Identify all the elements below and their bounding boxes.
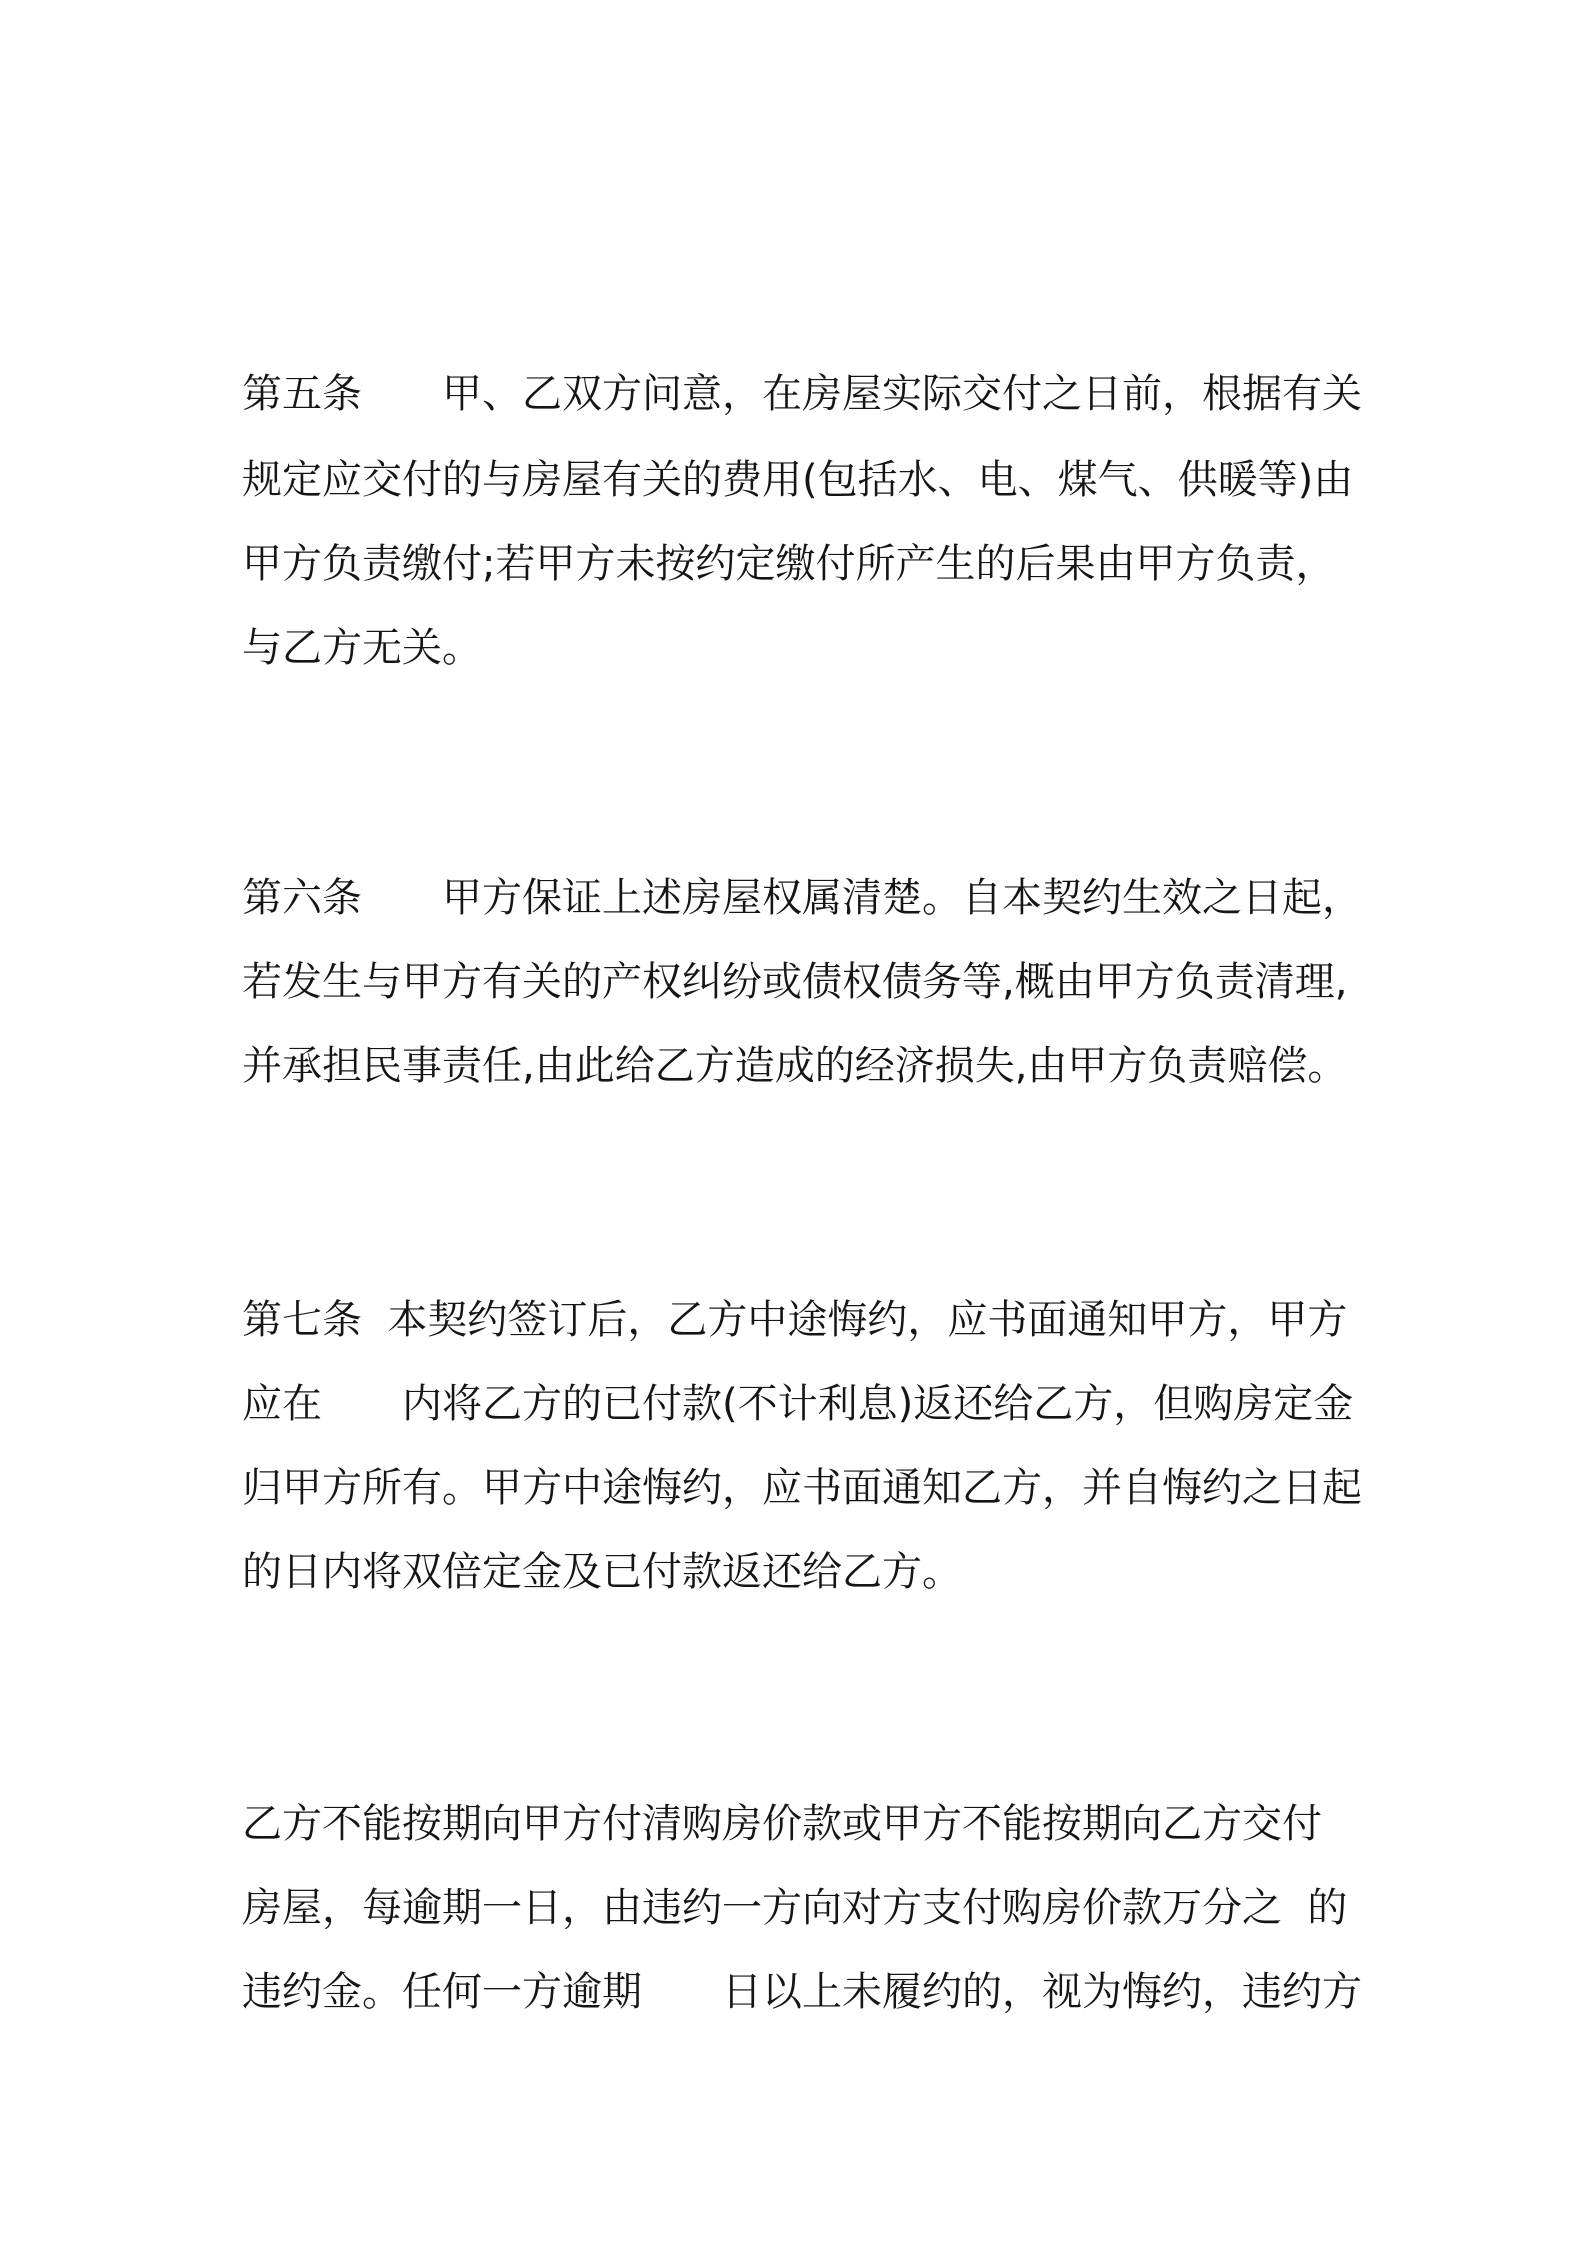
article-8-line-3: 违约金。任何一方逾期 日以上未履约的，视为悔约，违约方 bbox=[242, 1969, 1362, 2015]
article-8-line-2: 房屋，每逾期一日，由违约一方向对方支付购房价款万分之 的 bbox=[242, 1885, 1348, 1931]
article-5-line-4: 与乙方无关。 bbox=[242, 625, 482, 671]
article-6-line-3: 并承担民事责任,由此给乙方造成的经济损失,由甲方负责赔偿。 bbox=[242, 1043, 1348, 1089]
article-7-line-1: 第七条 本契约签订后，乙方中途悔约，应书面通知甲方，甲方 bbox=[242, 1297, 1348, 1343]
article-8-line-1: 乙方不能按期向甲方付清购房价款或甲方不能按期向乙方交付 bbox=[242, 1801, 1322, 1847]
article-5-line-3: 甲方负责缴付;若甲方未按约定缴付所产生的后果由甲方负责， bbox=[242, 541, 1336, 587]
article-7-line-3: 归甲方所有。甲方中途悔约，应书面通知乙方，并自悔约之日起 bbox=[242, 1465, 1362, 1511]
article-7-line-4: 的日内将双倍定金及已付款返还给乙方。 bbox=[242, 1549, 962, 1595]
article-5-line-1: 第五条 甲、乙双方问意，在房屋实际交付之日前，根据有关 bbox=[242, 371, 1362, 417]
article-6-line-1: 第六条 甲方保证上述房屋权属清楚。自本契约生效之日起， bbox=[242, 875, 1362, 921]
article-7-line-2: 应在 内将乙方的已付款(不计利息)返还给乙方，但购房定金 bbox=[242, 1381, 1354, 1427]
article-6-line-2: 若发生与甲方有关的产权纠纷或债权债务等,概由甲方负责清理, bbox=[242, 959, 1348, 1005]
article-5-line-2: 规定应交付的与房屋有关的费用(包括水、电、煤气、供暖等)由 bbox=[242, 457, 1354, 503]
